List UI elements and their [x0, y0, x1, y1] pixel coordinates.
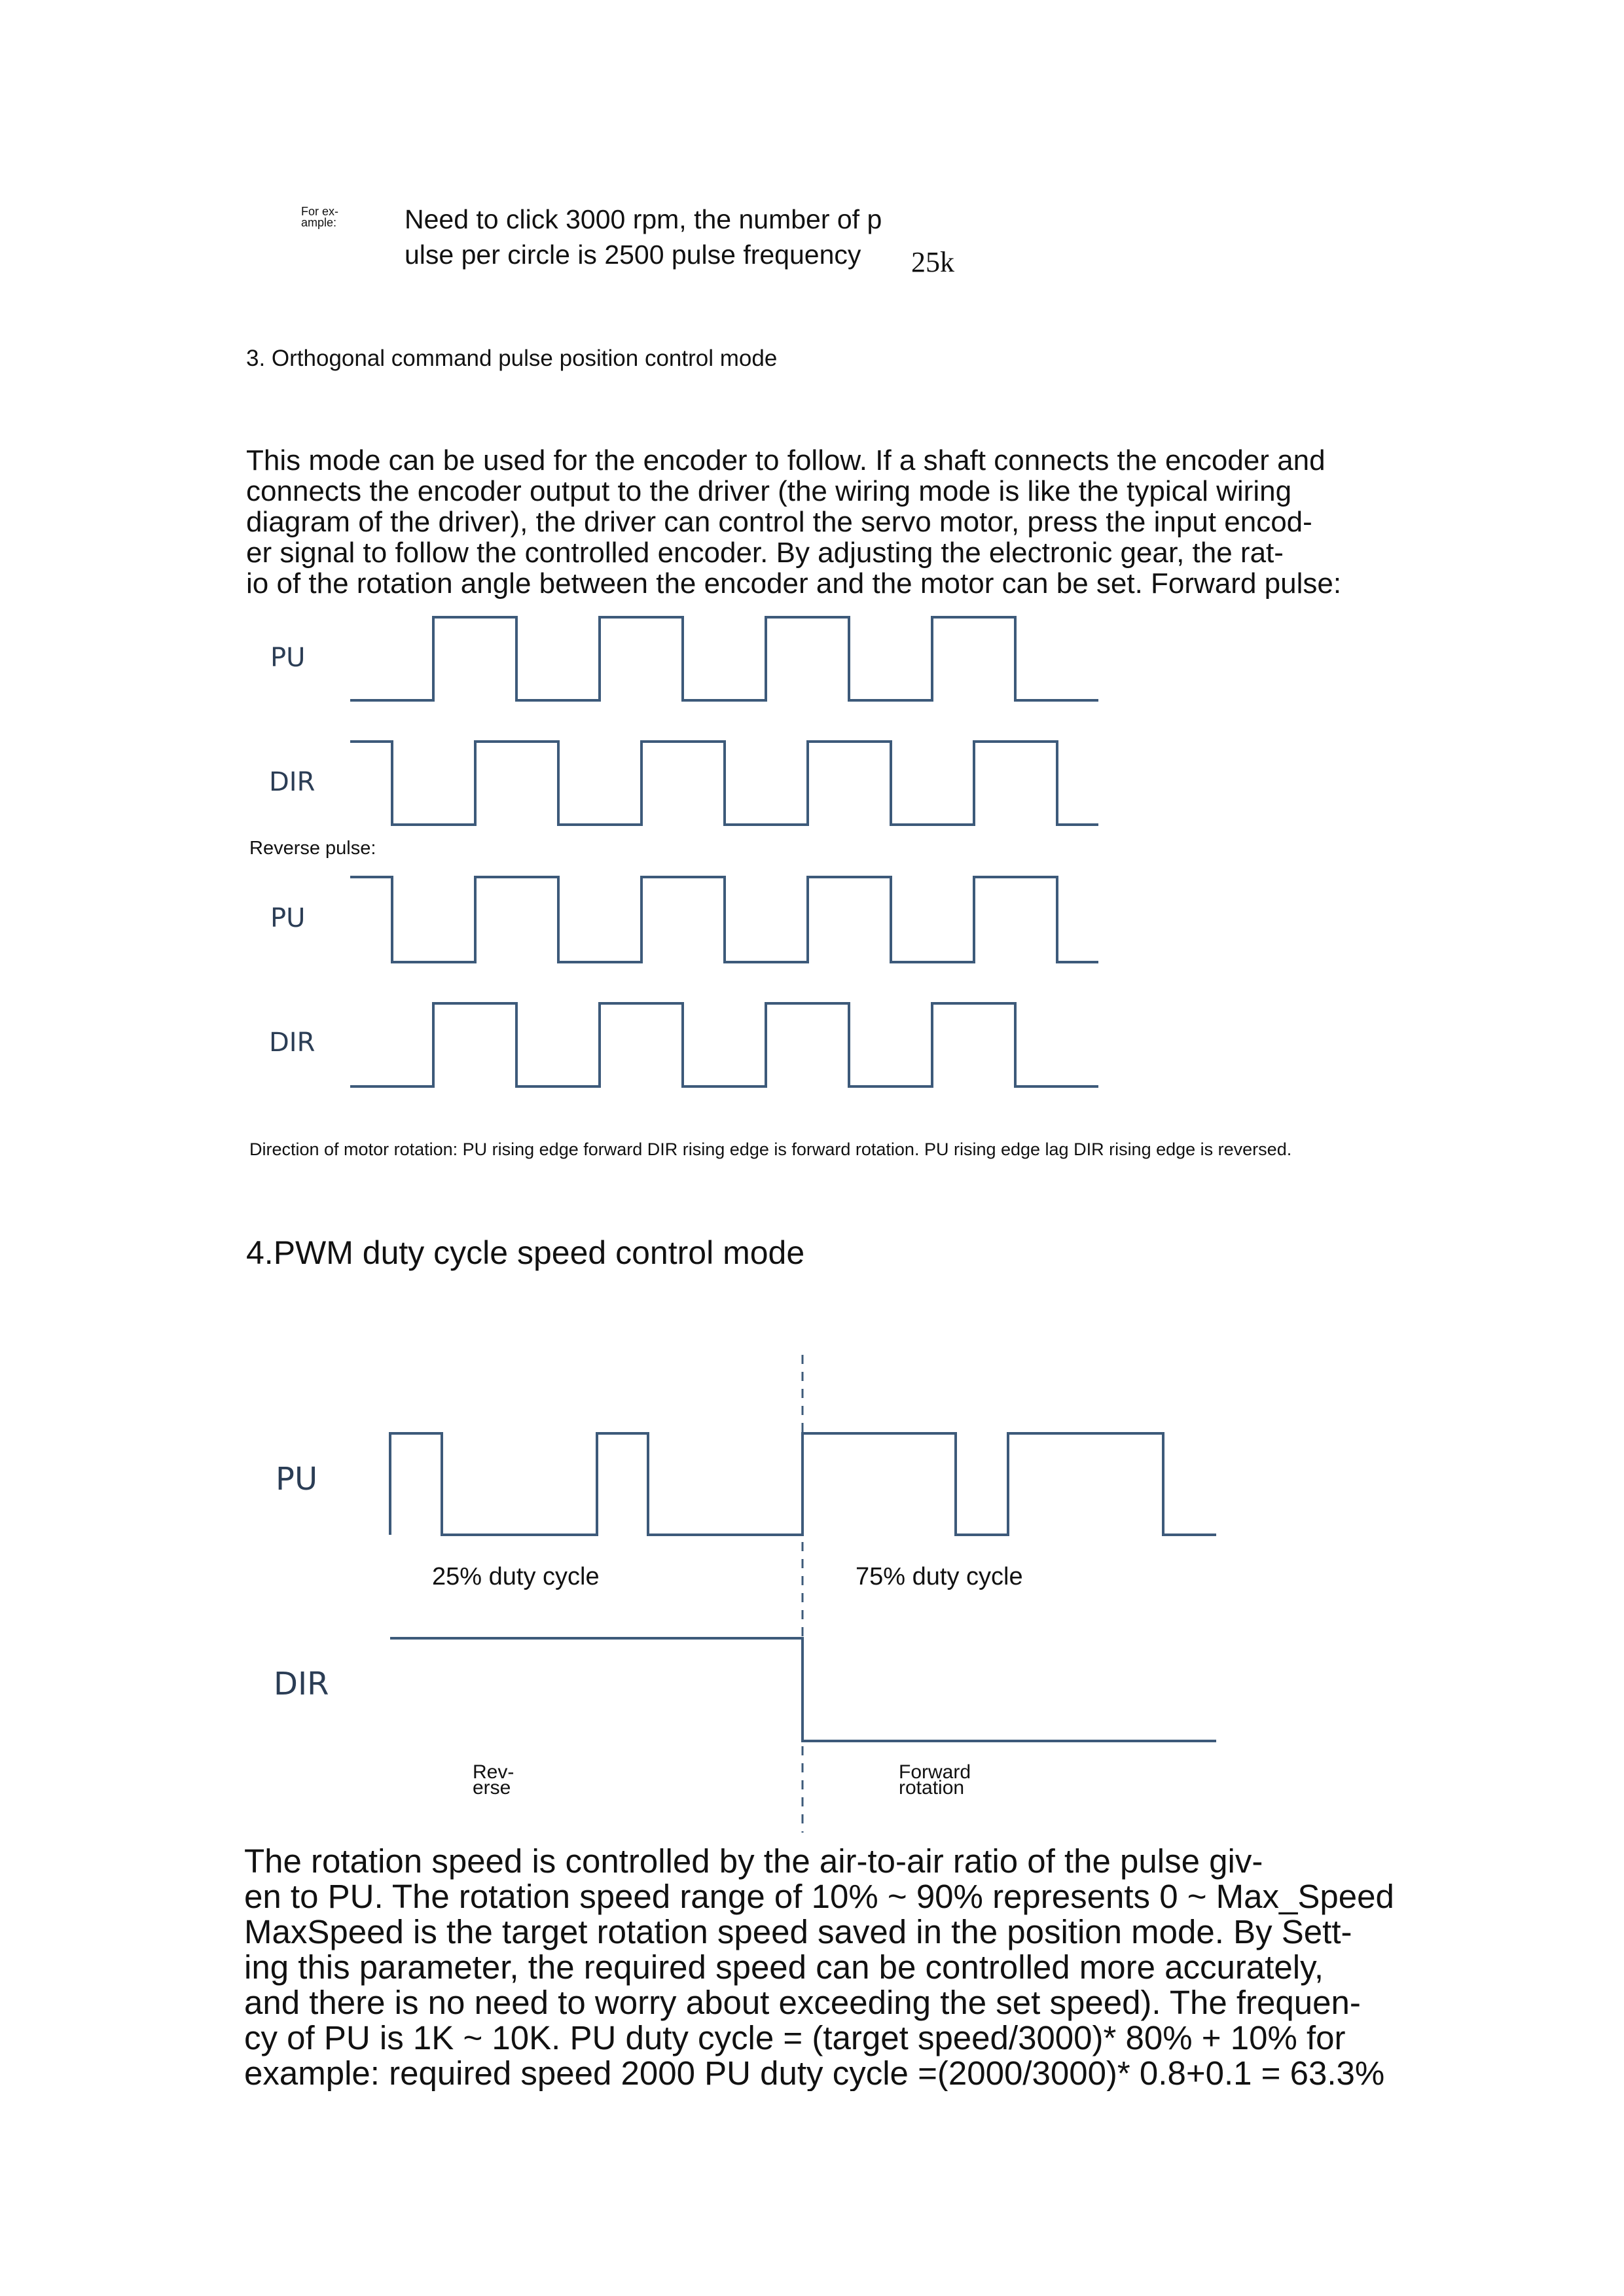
forward-pu-waveform — [350, 617, 1098, 700]
section3-line-5: io of the rotation angle between the encoder and the motor can be set. Forward pulse: — [246, 567, 1342, 599]
section3-line-2: connects the encoder output to the driver (the wiring mode is like the typical wiring — [246, 475, 1292, 507]
pwm-dir-waveform — [390, 1638, 1216, 1741]
example-value: 25k — [911, 246, 954, 278]
reverse-pulse-label: Reverse pulse: — [249, 838, 376, 859]
section3-heading: 3. Orthogonal command pulse position control mode — [246, 346, 778, 371]
section3-line-3: diagram of the driver), the driver can control the servo motor, press the input encod- — [246, 506, 1312, 538]
forward-rotation-label — [899, 1761, 971, 1799]
reverse-dir-waveform — [350, 1003, 1098, 1086]
reverse-pu-label: PU — [270, 903, 306, 933]
forward-dir-waveform — [350, 742, 1098, 825]
section4-line-3: MaxSpeed is the target rotation speed saved in the position mode. By Sett- — [244, 1913, 1352, 1950]
example-line-1: Need to click 3000 rpm, the number of p — [405, 204, 882, 234]
reverse-rotation-line-1: Rev- — [473, 1761, 514, 1783]
pwm-dir-label: DIR — [274, 1666, 329, 1702]
forward-pu-label: PU — [270, 643, 306, 673]
section3-line-4: er signal to follow the controlled encoder. By adjusting the electronic gear, the rat- — [246, 537, 1284, 569]
direction-note: Direction of motor rotation: PU rising edge forward DIR rising edge is forward rotation. PU rising edge lag DIR rising edge is reversed. — [249, 1139, 1292, 1159]
section4-line-1: The rotation speed is controlled by the air-to-air ratio of the pulse giv- — [244, 1844, 1263, 1880]
example-label-line-2: ample: — [301, 216, 337, 229]
section3-line-1: This mode can be used for the encoder to follow. If a shaft connects the encoder and — [246, 445, 1326, 476]
section4-line-5: and there is no need to worry about exceeding the set speed). The frequen- — [244, 1984, 1361, 2021]
example-line-2: ulse per circle is 2500 pulse frequency — [405, 240, 861, 270]
example-label-line-1: For ex- — [301, 205, 339, 218]
forward-dir-label: DIR — [269, 767, 316, 797]
section4-line-2: en to PU. The rotation speed range of 10% ~ 90% represents 0 ~ Max_Speed — [244, 1878, 1394, 1915]
section4-paragraph — [244, 1844, 1396, 2091]
section4-line-7: example: required speed 2000 PU duty cycle =(2000/3000)* 0.8+0.1 = 63.3% — [244, 2054, 1385, 2091]
reverse-dir-label: DIR — [269, 1028, 316, 1058]
reverse-pu-waveform — [350, 877, 1098, 962]
forward-rotation-line-2: rotation — [899, 1777, 965, 1799]
pwm-pu-label: PU — [276, 1461, 318, 1498]
section4-line-6: cy of PU is 1K ~ 10K. PU duty cycle = (target speed/3000)* 80% + 10% for — [244, 2019, 1346, 2056]
section4-heading: 4.PWM duty cycle speed control mode — [246, 1234, 805, 1271]
section4-line-4: ing this parameter, the required speed can be controlled more accurately, — [244, 1948, 1324, 1986]
reverse-rotation-label — [473, 1761, 514, 1799]
duty-right-label: 75% duty cycle — [856, 1563, 1023, 1590]
reverse-rotation-line-2: erse — [473, 1777, 511, 1799]
forward-rotation-line-1: Forward — [899, 1761, 971, 1783]
duty-left-label: 25% duty cycle — [432, 1563, 600, 1590]
